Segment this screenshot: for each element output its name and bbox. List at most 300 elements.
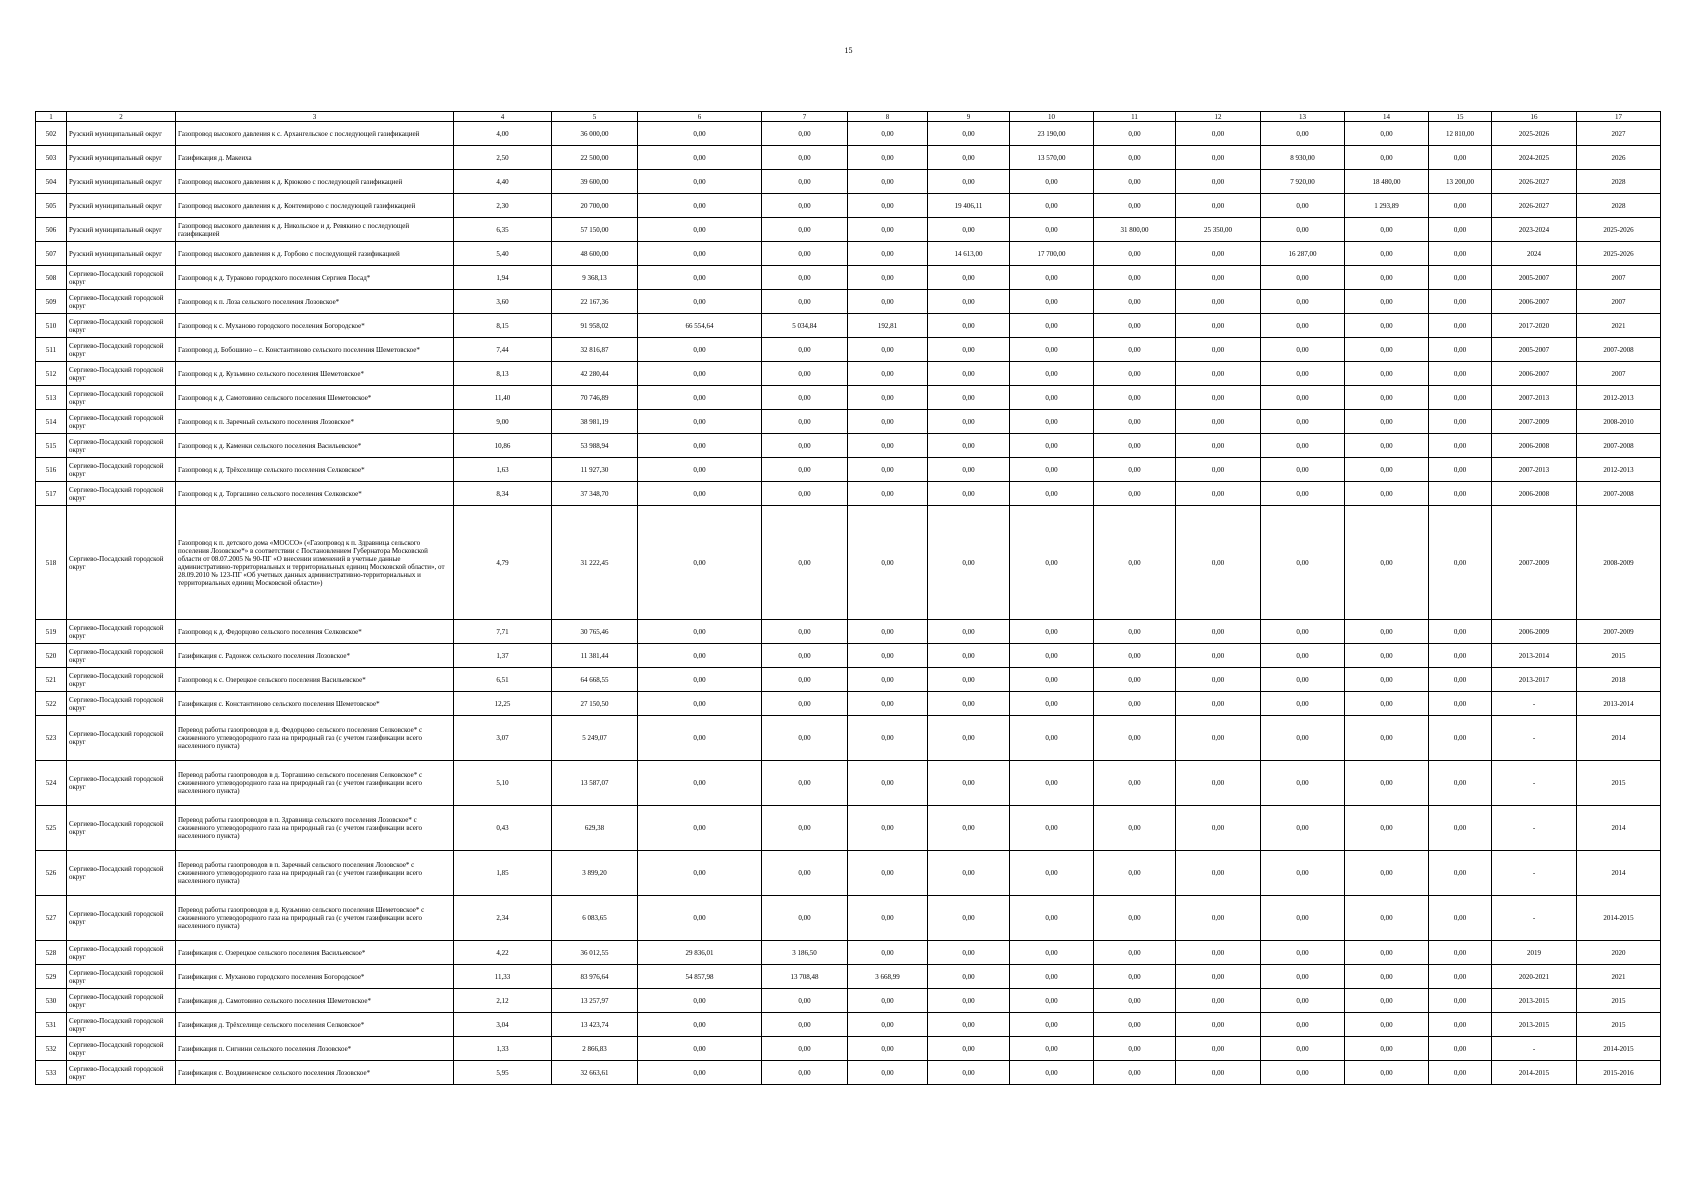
cell-cost-col-11: 0,00 — [1094, 965, 1176, 989]
cell-municipality: Сергиево-Посадский городской округ — [67, 1037, 176, 1061]
cell-total-cost: 13 587,07 — [552, 761, 638, 806]
cell-cost-col-7: 0,00 — [762, 1037, 848, 1061]
table-row — [36, 146, 1661, 170]
cell-cost-col-15: 0,00 — [1429, 1061, 1492, 1085]
cell-cost-col-15: 0,00 — [1429, 941, 1492, 965]
cell-cost-col-10: 0,00 — [1010, 1061, 1094, 1085]
cell-row-number: 511 — [36, 338, 67, 362]
cell-design-period: 2006-2008 — [1492, 434, 1577, 458]
cell-total-cost: 70 746,89 — [552, 386, 638, 410]
cell-municipality: Сергиево-Посадский городской округ — [67, 806, 176, 851]
cell-completion-year: 2007 — [1577, 266, 1661, 290]
cell-cost-col-11: 0,00 — [1094, 506, 1176, 620]
cell-object-name: Газификация с. Озерецкое сельского поселения Васильевское* — [176, 941, 454, 965]
cell-cost-col-14: 0,00 — [1345, 506, 1429, 620]
cell-cost-col-9: 0,00 — [928, 1061, 1010, 1085]
cell-cost-col-10: 0,00 — [1010, 218, 1094, 242]
cell-cost-col-7: 0,00 — [762, 122, 848, 146]
cell-object-name: Газопровод высокого давления к д. Крюково с последующей газификацией — [176, 170, 454, 194]
table-row — [36, 761, 1661, 806]
cell-cost-col-8: 0,00 — [848, 242, 928, 266]
cell-cost-col-14: 0,00 — [1345, 314, 1429, 338]
cell-cost-col-14: 0,00 — [1345, 482, 1429, 506]
cell-cost-col-13: 0,00 — [1261, 458, 1345, 482]
cell-object-name: Газопровод д. Бобошино – с. Константиново сельского поселения Шеметовское* — [176, 338, 454, 362]
cell-total-cost: 64 668,55 — [552, 668, 638, 692]
cell-cost-col-6: 0,00 — [638, 506, 762, 620]
column-number-8: 8 — [848, 112, 928, 122]
cell-cost-col-12: 0,00 — [1176, 122, 1261, 146]
cell-completion-year: 2007-2009 — [1577, 620, 1661, 644]
cell-cost-col-13: 0,00 — [1261, 434, 1345, 458]
cell-length: 8,34 — [454, 482, 552, 506]
cell-cost-col-8: 0,00 — [848, 851, 928, 896]
cell-cost-col-7: 0,00 — [762, 218, 848, 242]
cell-object-name: Газопровод к д. Тураково городского поселения Сергиев Посад* — [176, 266, 454, 290]
column-number-3: 3 — [176, 112, 454, 122]
column-number-13: 13 — [1261, 112, 1345, 122]
cell-cost-col-9: 0,00 — [928, 338, 1010, 362]
cell-cost-col-10: 23 190,00 — [1010, 122, 1094, 146]
cell-cost-col-11: 0,00 — [1094, 362, 1176, 386]
column-number-16: 16 — [1492, 112, 1577, 122]
cell-cost-col-11: 0,00 — [1094, 668, 1176, 692]
table-row — [36, 290, 1661, 314]
cell-cost-col-9: 14 613,00 — [928, 242, 1010, 266]
cell-cost-col-14: 0,00 — [1345, 644, 1429, 668]
cell-cost-col-6: 0,00 — [638, 338, 762, 362]
cell-total-cost: 20 700,00 — [552, 194, 638, 218]
cell-length: 9,00 — [454, 410, 552, 434]
cell-cost-col-13: 7 920,00 — [1261, 170, 1345, 194]
cell-cost-col-13: 0,00 — [1261, 851, 1345, 896]
cell-design-period: - — [1492, 761, 1577, 806]
cell-completion-year: 2014-2015 — [1577, 1037, 1661, 1061]
cell-cost-col-14: 0,00 — [1345, 941, 1429, 965]
cell-cost-col-11: 0,00 — [1094, 620, 1176, 644]
cell-cost-col-7: 0,00 — [762, 434, 848, 458]
cell-cost-col-11: 0,00 — [1094, 896, 1176, 941]
cell-cost-col-8: 0,00 — [848, 482, 928, 506]
cell-completion-year: 2020 — [1577, 941, 1661, 965]
cell-cost-col-7: 0,00 — [762, 266, 848, 290]
cell-cost-col-11: 0,00 — [1094, 716, 1176, 761]
cell-cost-col-8: 0,00 — [848, 290, 928, 314]
cell-cost-col-6: 0,00 — [638, 290, 762, 314]
cell-design-period: 2007-2013 — [1492, 386, 1577, 410]
column-number-5: 5 — [552, 112, 638, 122]
cell-cost-col-13: 0,00 — [1261, 290, 1345, 314]
cell-municipality: Рузский муниципальный округ — [67, 146, 176, 170]
cell-cost-col-10: 0,00 — [1010, 620, 1094, 644]
cell-total-cost: 9 368,13 — [552, 266, 638, 290]
table-row — [36, 644, 1661, 668]
cell-completion-year: 2014 — [1577, 851, 1661, 896]
cell-design-period: 2006-2007 — [1492, 362, 1577, 386]
cell-completion-year: 2014 — [1577, 716, 1661, 761]
table-row — [36, 338, 1661, 362]
cell-cost-col-13: 0,00 — [1261, 941, 1345, 965]
cell-cost-col-7: 0,00 — [762, 242, 848, 266]
cell-row-number: 507 — [36, 242, 67, 266]
cell-cost-col-8: 0,00 — [848, 989, 928, 1013]
cell-municipality: Сергиево-Посадский городской округ — [67, 941, 176, 965]
cell-row-number: 529 — [36, 965, 67, 989]
cell-length: 8,13 — [454, 362, 552, 386]
cell-cost-col-11: 0,00 — [1094, 482, 1176, 506]
cell-cost-col-12: 0,00 — [1176, 941, 1261, 965]
column-number-1: 1 — [36, 112, 67, 122]
cell-cost-col-9: 0,00 — [928, 941, 1010, 965]
cell-object-name: Газификация д. Трёхселище сельского поселения Селковское* — [176, 1013, 454, 1037]
cell-cost-col-14: 0,00 — [1345, 434, 1429, 458]
cell-municipality: Сергиево-Посадский городской округ — [67, 386, 176, 410]
cell-cost-col-9: 0,00 — [928, 1013, 1010, 1037]
cell-completion-year: 2027 — [1577, 122, 1661, 146]
cell-cost-col-8: 0,00 — [848, 644, 928, 668]
cell-cost-col-7: 0,00 — [762, 194, 848, 218]
cell-completion-year: 2015 — [1577, 989, 1661, 1013]
cell-row-number: 531 — [36, 1013, 67, 1037]
cell-cost-col-9: 0,00 — [928, 482, 1010, 506]
cell-completion-year: 2025-2026 — [1577, 242, 1661, 266]
cell-completion-year: 2015 — [1577, 1013, 1661, 1037]
cell-total-cost: 11 927,30 — [552, 458, 638, 482]
cell-completion-year: 2025-2026 — [1577, 218, 1661, 242]
cell-cost-col-6: 0,00 — [638, 146, 762, 170]
cell-cost-col-12: 0,00 — [1176, 362, 1261, 386]
column-number-17: 17 — [1577, 112, 1661, 122]
cell-cost-col-13: 0,00 — [1261, 965, 1345, 989]
table-row — [36, 218, 1661, 242]
cell-municipality: Сергиево-Посадский городской округ — [67, 362, 176, 386]
cell-cost-col-6: 0,00 — [638, 362, 762, 386]
cell-completion-year: 2028 — [1577, 170, 1661, 194]
table-row — [36, 170, 1661, 194]
cell-cost-col-7: 0,00 — [762, 482, 848, 506]
cell-design-period: 2024 — [1492, 242, 1577, 266]
cell-cost-col-13: 0,00 — [1261, 338, 1345, 362]
cell-object-name: Газопровод высокого давления к д. Горбово с последующей газификацией — [176, 242, 454, 266]
cell-cost-col-13: 0,00 — [1261, 644, 1345, 668]
cell-row-number: 524 — [36, 761, 67, 806]
cell-cost-col-14: 0,00 — [1345, 1061, 1429, 1085]
cell-row-number: 532 — [36, 1037, 67, 1061]
cell-cost-col-8: 0,00 — [848, 506, 928, 620]
cell-design-period: - — [1492, 716, 1577, 761]
cell-cost-col-9: 0,00 — [928, 122, 1010, 146]
cell-length: 4,40 — [454, 170, 552, 194]
cell-cost-col-7: 0,00 — [762, 170, 848, 194]
cell-design-period: 2006-2008 — [1492, 482, 1577, 506]
cell-length: 2,34 — [454, 896, 552, 941]
cell-design-period: - — [1492, 692, 1577, 716]
cell-cost-col-15: 0,00 — [1429, 851, 1492, 896]
cell-completion-year: 2021 — [1577, 314, 1661, 338]
cell-cost-col-15: 0,00 — [1429, 506, 1492, 620]
cell-total-cost: 32 816,87 — [552, 338, 638, 362]
cell-cost-col-15: 0,00 — [1429, 290, 1492, 314]
page-number: 15 — [844, 46, 853, 55]
table-row — [36, 410, 1661, 434]
cell-completion-year: 2013-2014 — [1577, 692, 1661, 716]
cell-object-name: Перевод работы газопроводов в д. Кузьмино сельского поселения Шеметовское* с сжиженного углеводородного газа на природный газ (с учетом газификации всего населенного пункта) — [176, 896, 454, 941]
cell-cost-col-13: 0,00 — [1261, 989, 1345, 1013]
cell-cost-col-11: 0,00 — [1094, 692, 1176, 716]
cell-design-period: 2013-2017 — [1492, 668, 1577, 692]
cell-cost-col-15: 0,00 — [1429, 146, 1492, 170]
cell-cost-col-14: 0,00 — [1345, 1037, 1429, 1061]
cell-design-period: 2026-2027 — [1492, 170, 1577, 194]
cell-cost-col-6: 0,00 — [638, 620, 762, 644]
table-row — [36, 314, 1661, 338]
cell-cost-col-11: 0,00 — [1094, 941, 1176, 965]
cell-length: 12,25 — [454, 692, 552, 716]
cell-municipality: Сергиево-Посадский городской округ — [67, 965, 176, 989]
cell-object-name: Газопровод к д. Федорцово сельского поселения Селковское* — [176, 620, 454, 644]
cell-row-number: 516 — [36, 458, 67, 482]
table-row — [36, 122, 1661, 146]
cell-cost-col-14: 0,00 — [1345, 338, 1429, 362]
cell-municipality: Сергиево-Посадский городской округ — [67, 896, 176, 941]
column-number-row — [36, 112, 1661, 122]
cell-design-period: 2007-2009 — [1492, 410, 1577, 434]
cell-design-period: 2025-2026 — [1492, 122, 1577, 146]
cell-cost-col-15: 0,00 — [1429, 218, 1492, 242]
cell-object-name: Перевод работы газопроводов в д. Федорцово сельского поселения Селковское* с сжиженного углеводородного газа на природный газ (с учетом газификации всего населенного пункта) — [176, 716, 454, 761]
cell-cost-col-12: 0,00 — [1176, 482, 1261, 506]
cell-cost-col-11: 0,00 — [1094, 386, 1176, 410]
cell-row-number: 512 — [36, 362, 67, 386]
column-number-6: 6 — [638, 112, 762, 122]
column-number-7: 7 — [762, 112, 848, 122]
cell-length: 4,00 — [454, 122, 552, 146]
cell-cost-col-10: 0,00 — [1010, 290, 1094, 314]
cell-total-cost: 629,38 — [552, 806, 638, 851]
cell-cost-col-10: 0,00 — [1010, 482, 1094, 506]
cell-cost-col-8: 0,00 — [848, 761, 928, 806]
cell-design-period: 2020-2021 — [1492, 965, 1577, 989]
cell-cost-col-7: 3 186,50 — [762, 941, 848, 965]
cell-cost-col-7: 0,00 — [762, 362, 848, 386]
cell-object-name: Газопровод к д. Торгашино сельского поселения Селковское* — [176, 482, 454, 506]
cell-cost-col-9: 0,00 — [928, 314, 1010, 338]
cell-cost-col-6: 54 857,98 — [638, 965, 762, 989]
cell-cost-col-13: 0,00 — [1261, 410, 1345, 434]
cell-cost-col-12: 0,00 — [1176, 434, 1261, 458]
cell-design-period: - — [1492, 851, 1577, 896]
cell-cost-col-7: 0,00 — [762, 1013, 848, 1037]
cell-cost-col-11: 0,00 — [1094, 122, 1176, 146]
table-row — [36, 941, 1661, 965]
table-row — [36, 506, 1661, 620]
cell-cost-col-13: 8 930,00 — [1261, 146, 1345, 170]
cell-cost-col-14: 0,00 — [1345, 122, 1429, 146]
cell-cost-col-10: 0,00 — [1010, 851, 1094, 896]
cell-object-name: Газификация д. Самотовино сельского поселения Шеметовское* — [176, 989, 454, 1013]
table-row — [36, 692, 1661, 716]
cell-cost-col-8: 0,00 — [848, 362, 928, 386]
cell-length: 8,15 — [454, 314, 552, 338]
cell-municipality: Сергиево-Посадский городской округ — [67, 644, 176, 668]
cell-cost-col-14: 1 293,89 — [1345, 194, 1429, 218]
cell-cost-col-12: 0,00 — [1176, 806, 1261, 851]
cell-completion-year: 2012-2013 — [1577, 458, 1661, 482]
cell-cost-col-12: 0,00 — [1176, 314, 1261, 338]
cell-cost-col-14: 0,00 — [1345, 761, 1429, 806]
cell-cost-col-14: 0,00 — [1345, 242, 1429, 266]
cell-total-cost: 57 150,00 — [552, 218, 638, 242]
cell-length: 10,86 — [454, 434, 552, 458]
cell-completion-year: 2028 — [1577, 194, 1661, 218]
cell-cost-col-11: 0,00 — [1094, 761, 1176, 806]
cell-length: 1,63 — [454, 458, 552, 482]
gasification-table — [35, 111, 1661, 1085]
cell-row-number: 523 — [36, 716, 67, 761]
cell-total-cost: 48 600,00 — [552, 242, 638, 266]
cell-cost-col-12: 0,00 — [1176, 266, 1261, 290]
cell-object-name: Газификация д. Макеиха — [176, 146, 454, 170]
table-row — [36, 266, 1661, 290]
cell-cost-col-12: 0,00 — [1176, 338, 1261, 362]
cell-cost-col-13: 0,00 — [1261, 620, 1345, 644]
cell-cost-col-14: 0,00 — [1345, 410, 1429, 434]
cell-design-period: 2019 — [1492, 941, 1577, 965]
cell-municipality: Сергиево-Посадский городской округ — [67, 692, 176, 716]
cell-row-number: 533 — [36, 1061, 67, 1085]
cell-cost-col-15: 0,00 — [1429, 410, 1492, 434]
cell-cost-col-14: 0,00 — [1345, 806, 1429, 851]
cell-cost-col-6: 0,00 — [638, 482, 762, 506]
table-row — [36, 965, 1661, 989]
cell-total-cost: 31 222,45 — [552, 506, 638, 620]
cell-cost-col-15: 0,00 — [1429, 362, 1492, 386]
cell-cost-col-8: 0,00 — [848, 806, 928, 851]
cell-cost-col-8: 0,00 — [848, 338, 928, 362]
cell-row-number: 508 — [36, 266, 67, 290]
cell-total-cost: 13 257,97 — [552, 989, 638, 1013]
cell-cost-col-13: 0,00 — [1261, 218, 1345, 242]
cell-cost-col-11: 0,00 — [1094, 290, 1176, 314]
cell-cost-col-12: 0,00 — [1176, 458, 1261, 482]
cell-cost-col-14: 0,00 — [1345, 362, 1429, 386]
cell-design-period: 2007-2013 — [1492, 458, 1577, 482]
cell-cost-col-8: 3 668,99 — [848, 965, 928, 989]
cell-total-cost: 91 958,02 — [552, 314, 638, 338]
cell-total-cost: 3 899,20 — [552, 851, 638, 896]
cell-total-cost: 6 083,65 — [552, 896, 638, 941]
cell-cost-col-10: 0,00 — [1010, 1037, 1094, 1061]
cell-cost-col-9: 0,00 — [928, 290, 1010, 314]
table-row — [36, 896, 1661, 941]
cell-cost-col-9: 0,00 — [928, 146, 1010, 170]
cell-length: 3,04 — [454, 1013, 552, 1037]
cell-total-cost: 36 012,55 — [552, 941, 638, 965]
cell-cost-col-7: 0,00 — [762, 851, 848, 896]
cell-object-name: Газификация п. Сигнини сельского поселения Лозовское* — [176, 1037, 454, 1061]
cell-municipality: Сергиево-Посадский городской округ — [67, 410, 176, 434]
cell-cost-col-12: 0,00 — [1176, 896, 1261, 941]
cell-cost-col-8: 0,00 — [848, 146, 928, 170]
cell-cost-col-6: 0,00 — [638, 1037, 762, 1061]
cell-object-name: Газопровод к д. Кузьмино сельского поселения Шеметовское* — [176, 362, 454, 386]
cell-row-number: 517 — [36, 482, 67, 506]
cell-municipality: Сергиево-Посадский городской округ — [67, 716, 176, 761]
cell-length: 0,43 — [454, 806, 552, 851]
cell-cost-col-12: 0,00 — [1176, 965, 1261, 989]
table-row — [36, 1061, 1661, 1085]
cell-design-period: - — [1492, 896, 1577, 941]
cell-cost-col-11: 0,00 — [1094, 314, 1176, 338]
cell-cost-col-13: 0,00 — [1261, 266, 1345, 290]
cell-cost-col-6: 0,00 — [638, 989, 762, 1013]
cell-cost-col-15: 0,00 — [1429, 482, 1492, 506]
table-row — [36, 1037, 1661, 1061]
cell-cost-col-12: 0,00 — [1176, 194, 1261, 218]
cell-row-number: 503 — [36, 146, 67, 170]
table-row — [36, 194, 1661, 218]
cell-municipality: Сергиево-Посадский городской округ — [67, 1061, 176, 1085]
table-row — [36, 716, 1661, 761]
cell-cost-col-6: 0,00 — [638, 218, 762, 242]
cell-length: 6,35 — [454, 218, 552, 242]
cell-row-number: 528 — [36, 941, 67, 965]
cell-cost-col-15: 0,00 — [1429, 1037, 1492, 1061]
cell-cost-col-14: 0,00 — [1345, 692, 1429, 716]
cell-cost-col-12: 0,00 — [1176, 620, 1261, 644]
cell-object-name: Газопровод к д. Трёхселище сельского поселения Селковское* — [176, 458, 454, 482]
cell-municipality: Сергиево-Посадский городской округ — [67, 506, 176, 620]
cell-cost-col-10: 0,00 — [1010, 194, 1094, 218]
cell-cost-col-12: 0,00 — [1176, 146, 1261, 170]
cell-municipality: Рузский муниципальный округ — [67, 218, 176, 242]
cell-object-name: Газопровод высокого давления к д. Никольское и д. Ревякино с последующей газификацией — [176, 218, 454, 242]
column-number-10: 10 — [1010, 112, 1094, 122]
cell-length: 7,71 — [454, 620, 552, 644]
cell-completion-year: 2015 — [1577, 761, 1661, 806]
cell-cost-col-12: 25 350,00 — [1176, 218, 1261, 242]
cell-municipality: Рузский муниципальный округ — [67, 170, 176, 194]
cell-object-name: Газификация с. Муханово городского поселения Богородское* — [176, 965, 454, 989]
cell-object-name: Газификация с. Константиново сельского поселения Шеметовское* — [176, 692, 454, 716]
cell-object-name: Газопровод высокого давления к с. Архангельское с последующей газификацией — [176, 122, 454, 146]
cell-object-name: Газопровод к с. Муханово городского поселения Богородское* — [176, 314, 454, 338]
cell-cost-col-6: 29 836,01 — [638, 941, 762, 965]
cell-completion-year: 2007 — [1577, 290, 1661, 314]
cell-cost-col-14: 0,00 — [1345, 290, 1429, 314]
cell-cost-col-13: 0,00 — [1261, 362, 1345, 386]
cell-cost-col-10: 13 570,00 — [1010, 146, 1094, 170]
cell-cost-col-11: 0,00 — [1094, 266, 1176, 290]
cell-cost-col-14: 0,00 — [1345, 386, 1429, 410]
cell-cost-col-13: 0,00 — [1261, 668, 1345, 692]
cell-cost-col-15: 0,00 — [1429, 1013, 1492, 1037]
cell-cost-col-11: 0,00 — [1094, 338, 1176, 362]
cell-cost-col-14: 0,00 — [1345, 1013, 1429, 1037]
cell-cost-col-11: 0,00 — [1094, 1061, 1176, 1085]
cell-design-period: 2006-2007 — [1492, 290, 1577, 314]
cell-cost-col-12: 0,00 — [1176, 1013, 1261, 1037]
cell-cost-col-10: 0,00 — [1010, 692, 1094, 716]
cell-cost-col-8: 0,00 — [848, 194, 928, 218]
cell-completion-year: 2021 — [1577, 965, 1661, 989]
cell-cost-col-13: 0,00 — [1261, 194, 1345, 218]
cell-length: 4,79 — [454, 506, 552, 620]
cell-cost-col-10: 0,00 — [1010, 410, 1094, 434]
cell-cost-col-15: 13 200,00 — [1429, 170, 1492, 194]
cell-cost-col-11: 0,00 — [1094, 410, 1176, 434]
cell-completion-year: 2007 — [1577, 362, 1661, 386]
